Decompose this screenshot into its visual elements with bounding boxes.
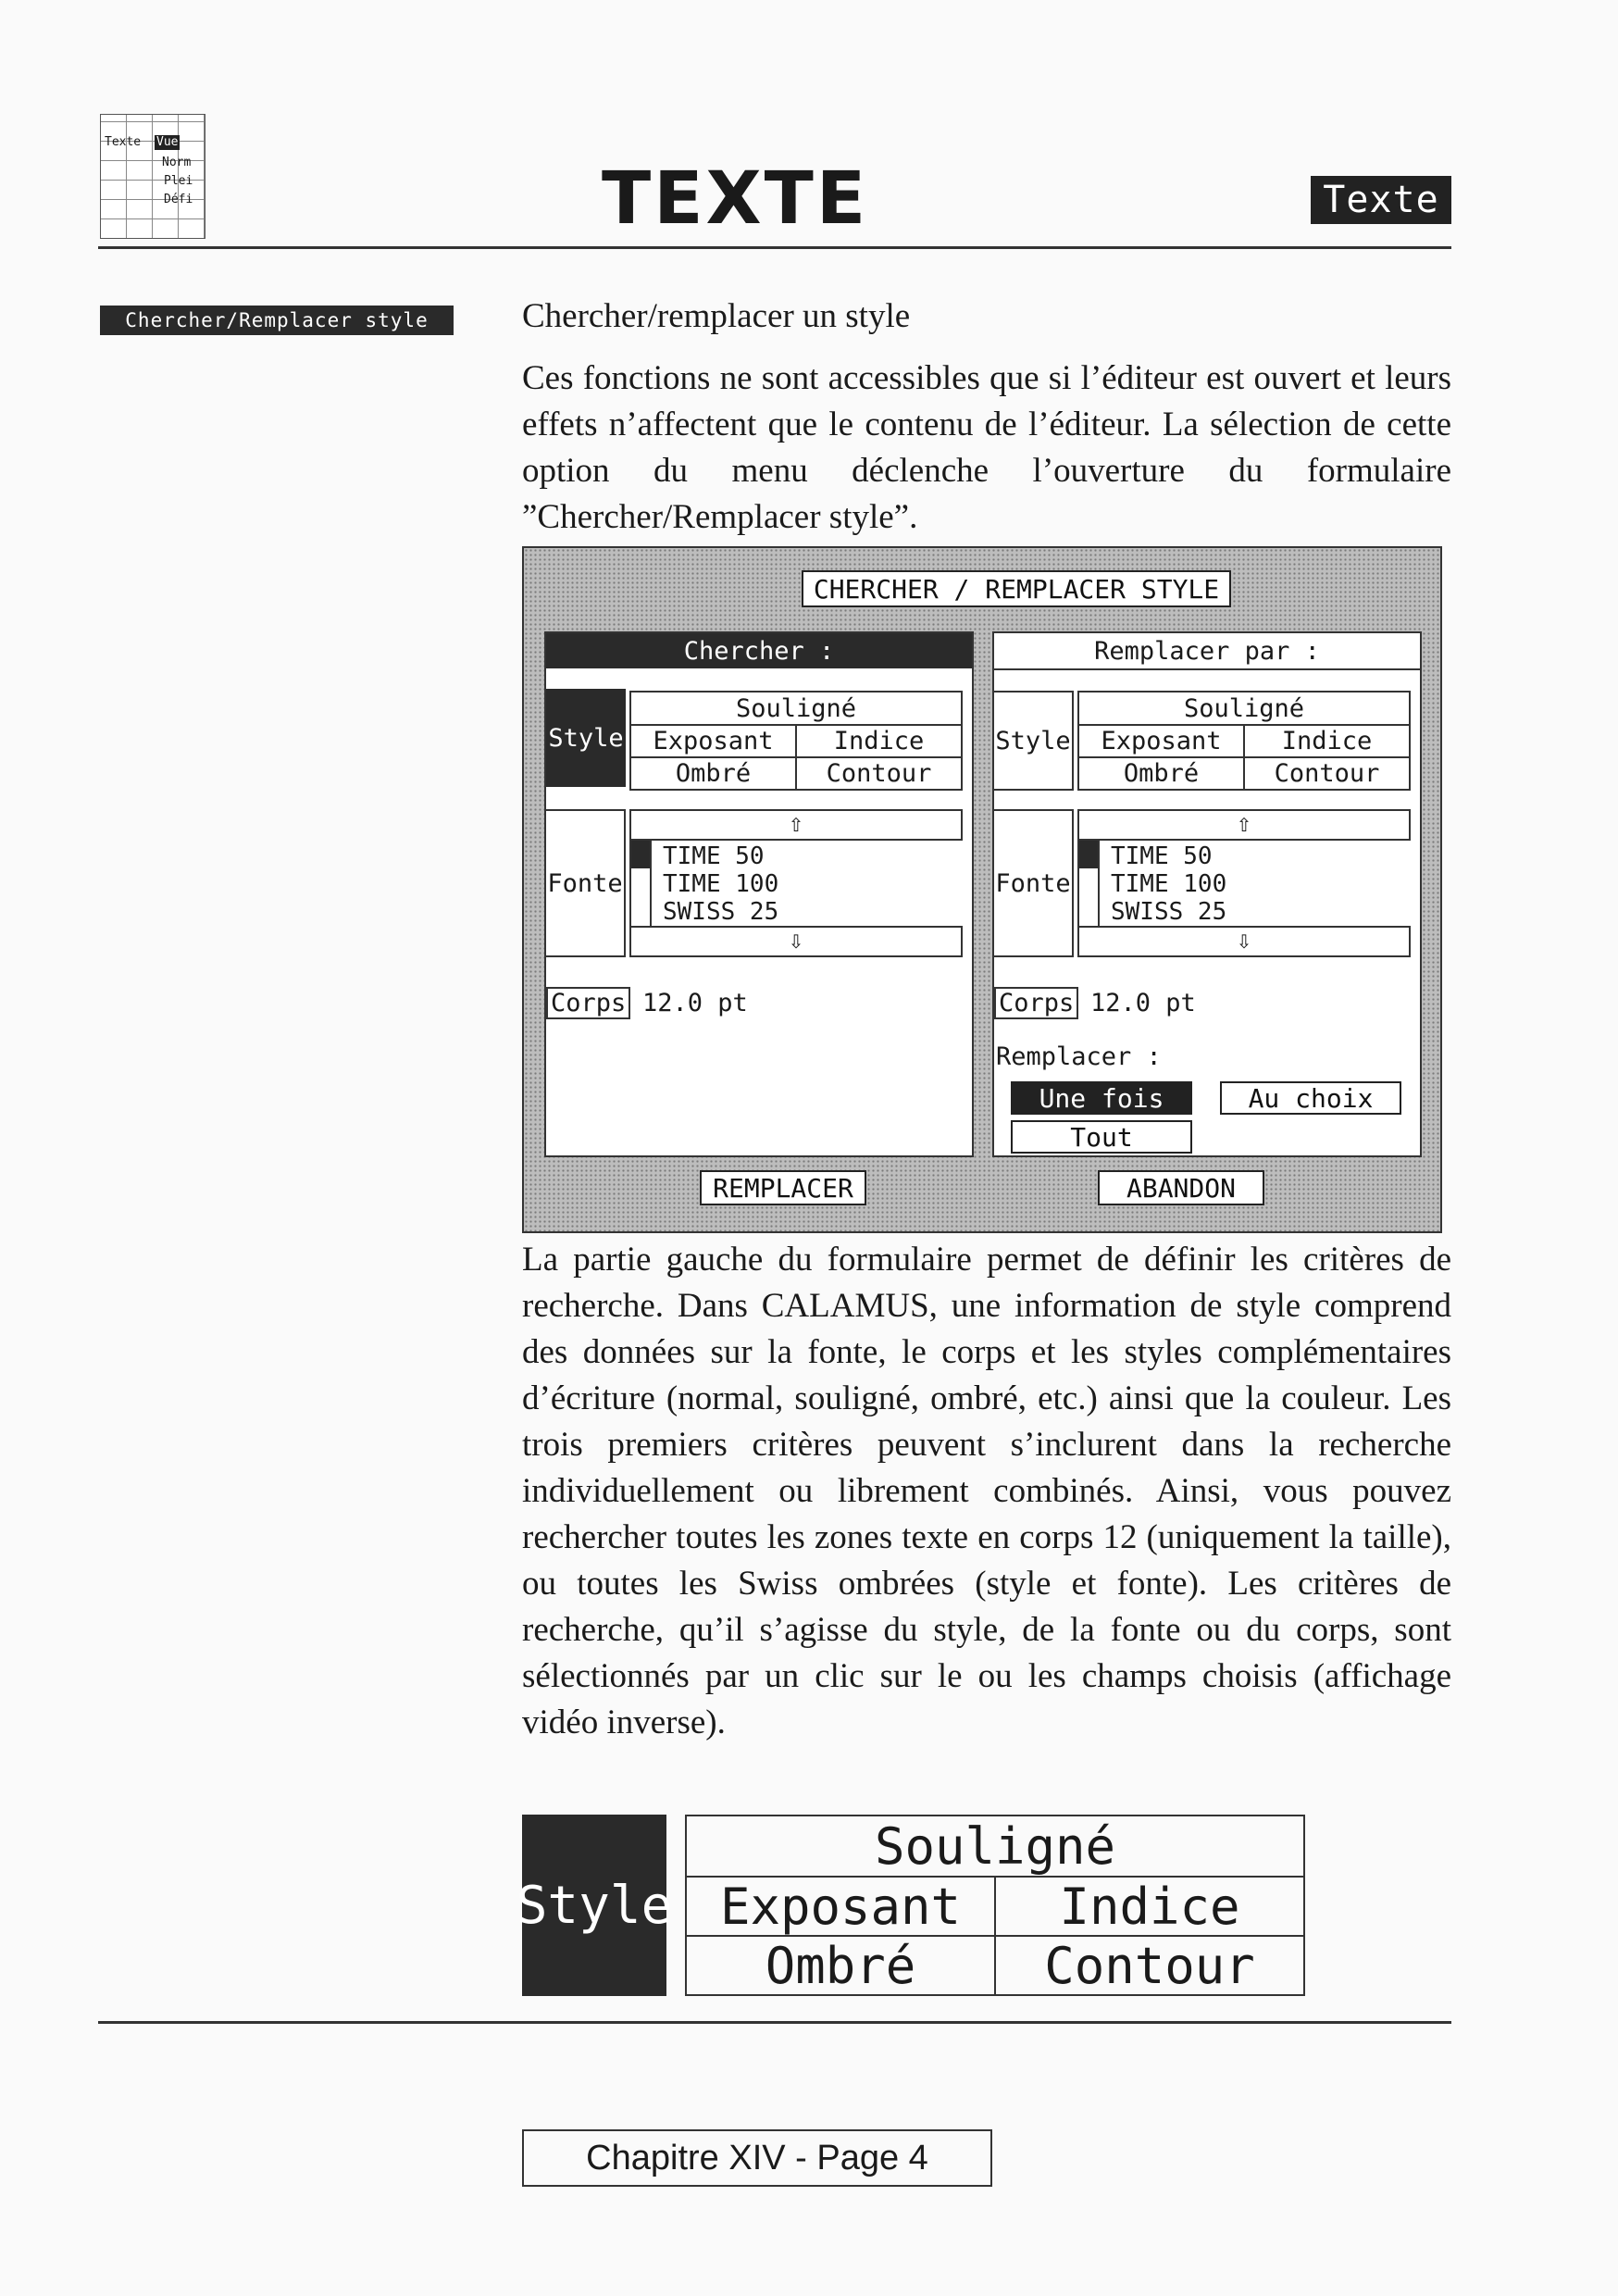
replace-once-button[interactable]: Une fois	[1011, 1081, 1192, 1115]
section-heading: Chercher/remplacer un style	[522, 297, 911, 335]
font-item-time-100[interactable]: TIME 100	[1111, 870, 1227, 898]
search-replace-dialog	[522, 546, 1442, 1233]
menu-item-norm: Norm	[162, 156, 192, 169]
replace-font-scroll-up[interactable]	[1077, 809, 1411, 841]
enlarged-ombre: Ombré	[765, 1936, 916, 1995]
size-criterion-toggle[interactable]: Corps	[546, 987, 630, 1019]
scroll-thumb[interactable]	[1079, 841, 1098, 868]
style-souligne-button[interactable]: Souligné	[735, 693, 857, 723]
arrow-down-icon: ⇩	[788, 931, 804, 953]
enlarged-contour: Contour	[994, 1937, 1303, 1994]
footer-divider	[98, 2021, 1451, 2024]
arrow-down-icon: ⇩	[1236, 931, 1252, 953]
replace-font-scroll-down[interactable]	[1077, 926, 1411, 957]
page-title: TEXTE	[602, 157, 869, 241]
font-criterion-toggle[interactable]: Fonte	[546, 809, 626, 957]
replace-style-grid	[1077, 691, 1411, 791]
body-paragraph: La partie gauche du formulaire permet de définir les critères de recherche. Dans CALAMUS, une information de style comprend des données sur la fonte, le corps et les styles complémentaires d’écriture (normal, souligné, ombré, etc.) ainsi que la couleur. Les trois premiers critères peuvent s’inclurent dans la recherche individuellement ou librement combinés. Ainsi, vous pouvez rechercher toutes les zones texte en corps 12 (uniquement la taille), ou toutes les Swiss ombrées (style et fonte). Les critères de recherche, qu’il s’agisse du style, de la fonte ou du corps, sont sélectionnés par un clic sur le ou les champs choisis (affichage vidéo inverse).	[522, 1241, 1451, 1741]
font-list-scroll-up[interactable]	[629, 809, 963, 841]
font-item-swiss-25[interactable]: SWISS 25	[1111, 898, 1227, 926]
replace-style-toggle[interactable]: Style	[994, 691, 1074, 791]
header-divider	[98, 246, 1451, 249]
style-criterion-toggle[interactable]: Style	[546, 689, 626, 787]
arrow-up-icon: ⇧	[1236, 815, 1252, 836]
enlarged-souligne: Souligné	[874, 1816, 1116, 1876]
enlarged-style-label: Style	[522, 1815, 666, 1996]
replace-exposant-button[interactable]: Exposant	[1101, 727, 1222, 755]
style-grid	[629, 691, 963, 791]
scroll-thumb[interactable]	[631, 841, 650, 868]
font-list-scrollbar[interactable]	[629, 841, 652, 926]
menu-item-texte: Texte	[105, 135, 142, 149]
font-item-time-50[interactable]: TIME 50	[1111, 842, 1213, 870]
style-ombre-button[interactable]: Ombré	[675, 759, 752, 788]
menu-item-vue: Vue	[156, 135, 179, 149]
font-item-time-50[interactable]: TIME 50	[663, 842, 765, 870]
section-tag: Texte	[1311, 176, 1451, 224]
replace-button[interactable]: REMPLACER	[700, 1170, 866, 1205]
page-number: Chapitre XIV - Page 4	[522, 2129, 992, 2187]
font-item-swiss-25[interactable]: SWISS 25	[663, 898, 779, 926]
arrow-up-icon: ⇧	[788, 815, 804, 836]
enlarged-indice: Indice	[994, 1878, 1303, 1935]
enlarged-exposant: Exposant	[719, 1877, 962, 1936]
enlarged-style-grid	[685, 1815, 1305, 1996]
replace-font-toggle[interactable]: Fonte	[994, 809, 1074, 957]
replace-font-scrollbar[interactable]	[1077, 841, 1100, 926]
menu-thumbnail-icon	[100, 114, 205, 239]
replace-on-choice-button[interactable]: Au choix	[1220, 1081, 1401, 1115]
replace-ombre-button[interactable]: Ombré	[1123, 759, 1200, 788]
replace-mode-label: Remplacer :	[996, 1042, 1162, 1071]
style-exposant-button[interactable]: Exposant	[653, 727, 774, 755]
intro-paragraph: Ces fonctions ne sont accessibles que si l’éditeur est ouvert et leurs effets n’affectent que le contenu de l’éditeur. La sélection de cette option du menu déclenche l’ouverture du formulaire ”Chercher/Remplacer style”.	[522, 359, 1451, 536]
size-value: 12.0 pt	[642, 989, 748, 1017]
font-item-time-100[interactable]: TIME 100	[663, 870, 779, 898]
replace-panel	[992, 631, 1422, 1157]
font-list	[663, 842, 778, 926]
replace-size-toggle[interactable]: Corps	[994, 987, 1078, 1019]
replace-indice-button[interactable]: Indice	[1243, 726, 1409, 756]
menu-item-plei: Plei	[164, 174, 193, 188]
replace-all-button[interactable]: Tout	[1011, 1120, 1192, 1154]
cancel-button[interactable]: ABANDON	[1098, 1170, 1264, 1205]
replace-panel-header[interactable]: Remplacer par :	[994, 633, 1420, 670]
search-panel-header[interactable]: Chercher :	[546, 633, 972, 668]
style-indice-button[interactable]: Indice	[795, 726, 961, 756]
sidebar-label: Chercher/Remplacer style	[100, 306, 454, 335]
replace-font-list	[1111, 842, 1226, 926]
font-list-scroll-down[interactable]	[629, 926, 963, 957]
replace-contour-button[interactable]: Contour	[1243, 758, 1409, 789]
style-contour-button[interactable]: Contour	[795, 758, 961, 789]
search-panel	[544, 631, 974, 1157]
dialog-title: CHERCHER / REMPLACER STYLE	[802, 570, 1231, 607]
replace-size-value: 12.0 pt	[1090, 989, 1196, 1017]
replace-souligne-button[interactable]: Souligné	[1183, 693, 1305, 723]
menu-item-defi: Défi	[164, 193, 193, 206]
